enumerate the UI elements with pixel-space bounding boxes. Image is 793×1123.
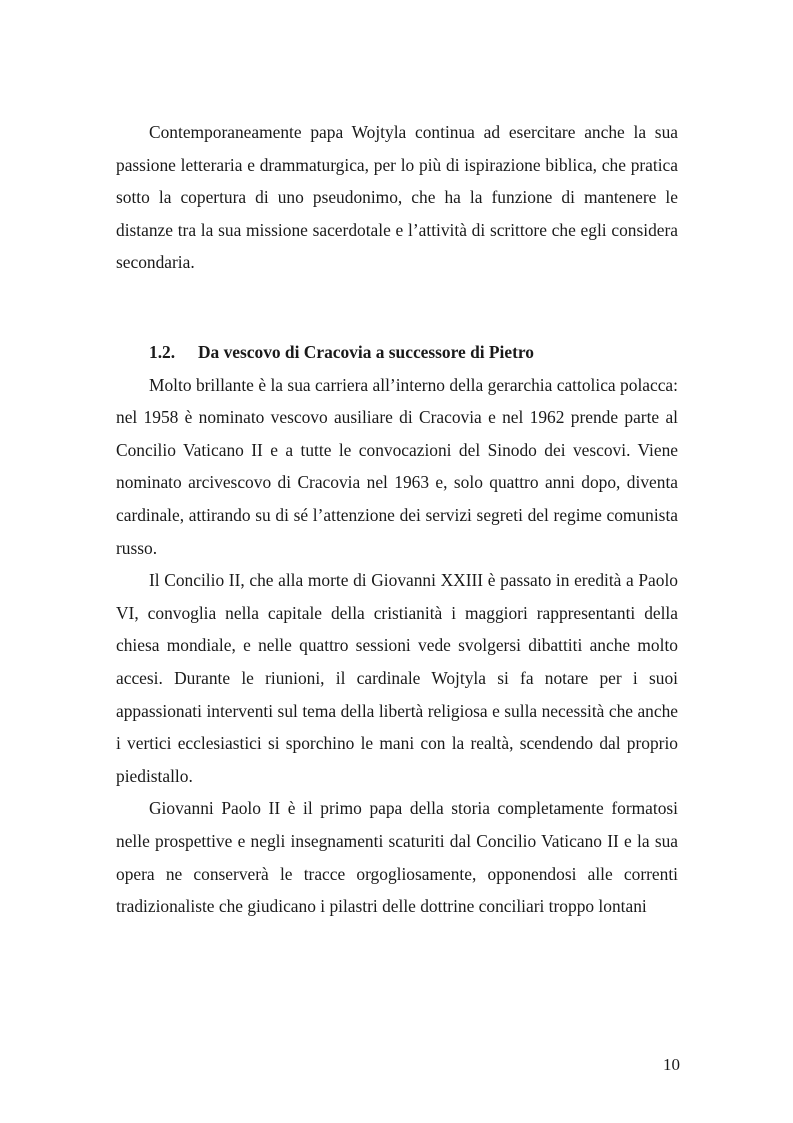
- paragraph-4: Giovanni Paolo II è il primo papa della storia completamente formatosi nelle prospettive e negli insegnamenti scaturiti dal Concilio Vaticano II e la sua opera ne conserverà le tracce orgogliosamente, opponendosi alle correnti tradizionaliste che giudicano i pilastri delle dottrine conciliari troppo lontani: [116, 798, 678, 917]
- section-heading: [149, 336, 678, 369]
- paragraph-3: Il Concilio II, che alla morte di Giovanni XXIII è passato in eredità a Paolo VI, convoglia nella capitale della cristianità i maggiori rappresentanti della chiesa mondiale, e nelle quattro sessioni vede svolgersi dibattiti anche molto accesi. Durante le riunioni, il cardinale Wojtyla si fa notare per i suoi appassionati interventi sul tema della libertà religiosa e sulla necessità che anche i vertici ecclesiastici si sporchino le mani con la realtà, scendendo dal proprio piedistallo.: [116, 570, 678, 786]
- section-number: 1.2.: [149, 342, 176, 362]
- section-title: Da vescovo di Cracovia a successore di Pietro: [198, 342, 535, 362]
- paragraph-2: Molto brillante è la sua carriera all’interno della gerarchia cattolica polacca: nel 1958 è nominato vescovo ausiliare di Cracovia e nel 1962 prende parte al Concilio Vaticano II e a tutte le convocazioni del Sinodo dei vescovi. Viene nominato arcivescovo di Cracovia nel 1963 e, solo quattro anni dopo, diventa cardinale, attirando su di sé l’attenzione dei servizi segreti del regime comunista russo.: [116, 374, 678, 558]
- section-1-2: [116, 336, 678, 923]
- paragraph-1: Contemporaneamente papa Wojtyla continua ad esercitare anche la sua passione letteraria e drammaturgica, per lo più di ispirazione biblica, che pratica sotto la copertura di uno pseudonimo, che ha la funzione di mantenere le distanze tra la sua missione sacerdotale e l’attività di scrittore che egli considera secondaria.: [116, 122, 678, 273]
- page-number: 10: [663, 1055, 680, 1074]
- opening-text-block: [116, 116, 678, 279]
